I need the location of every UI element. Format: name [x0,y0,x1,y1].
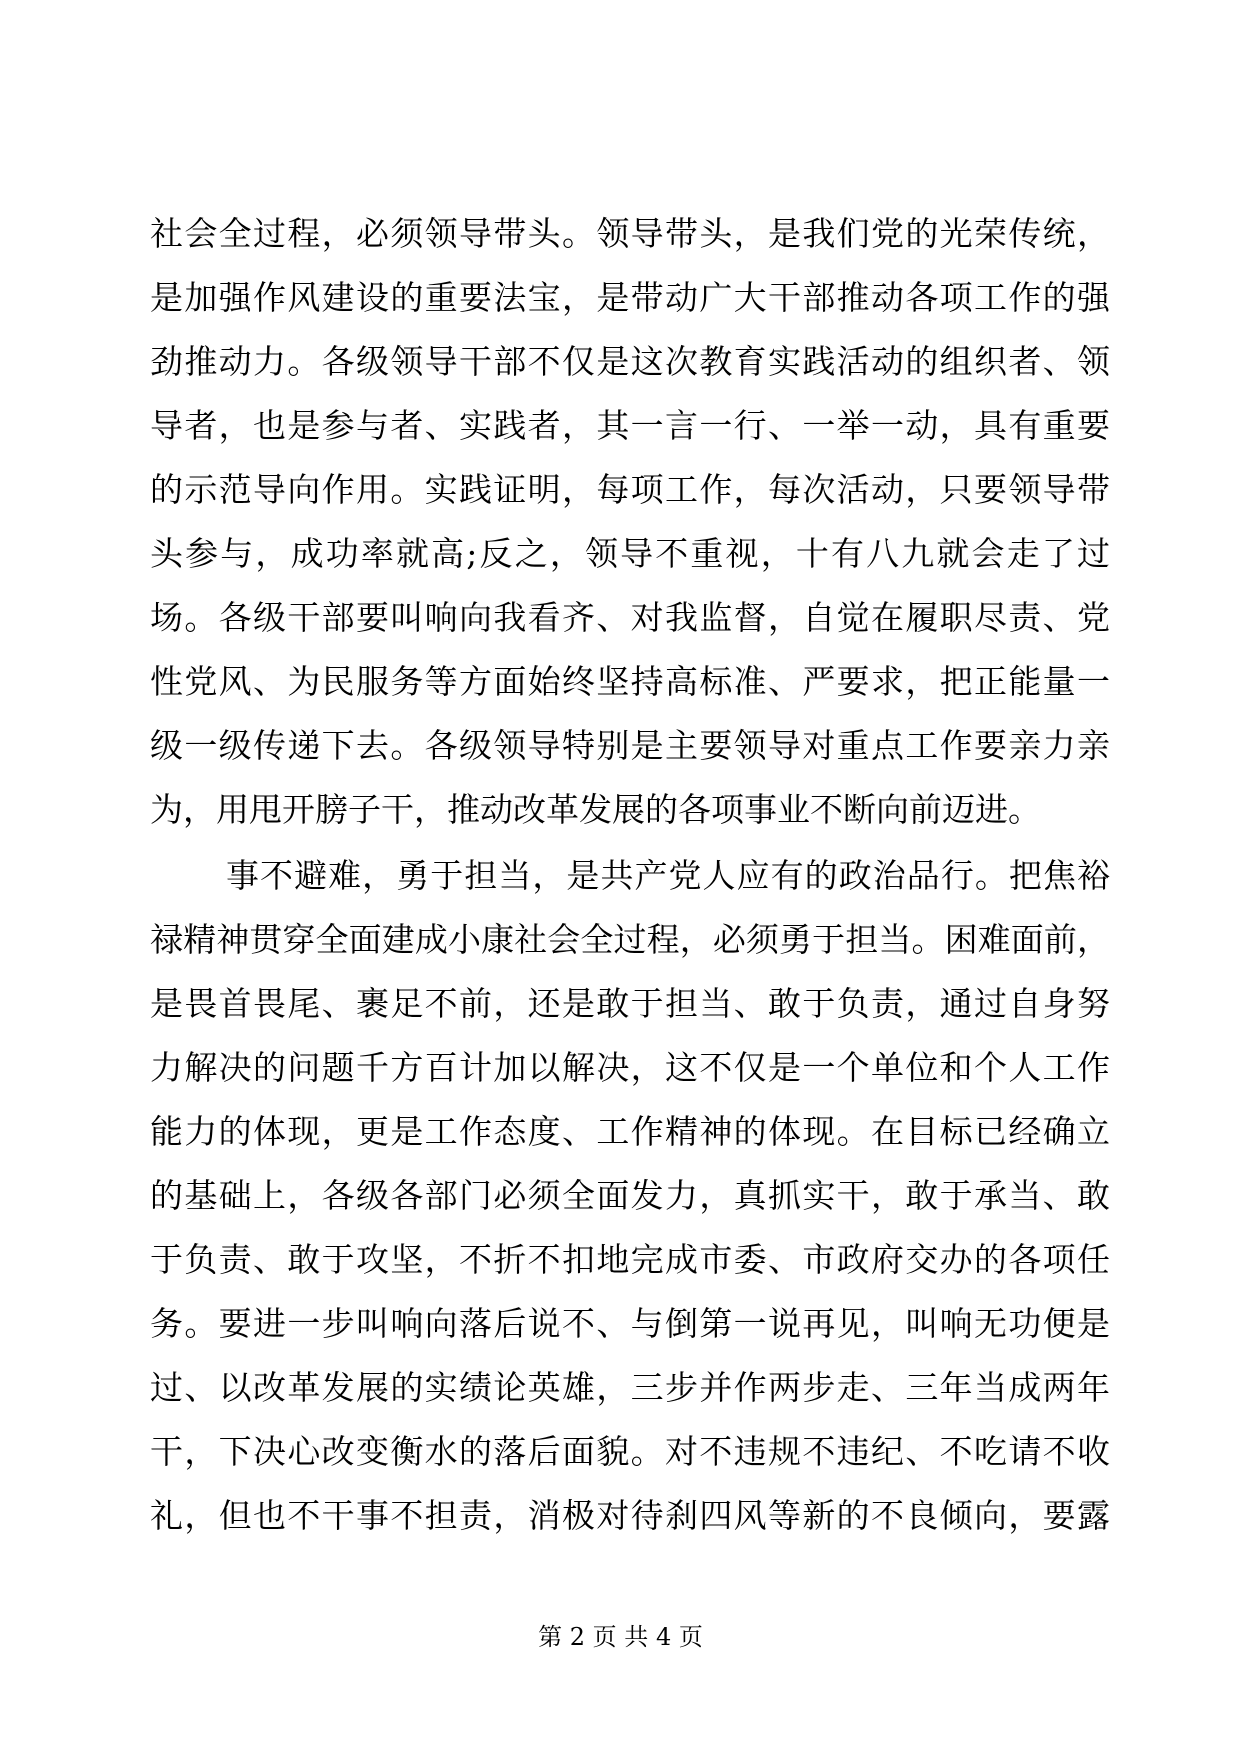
text-line: 能力的体现，更是工作态度、工作精神的体现。在目标已经确立 [150,1112,1110,1151]
text-line: 是加强作风建设的重要法宝，是带动广大干部推动各项工作的强 [150,278,1110,317]
text-line: 导者，也是参与者、实践者，其一言一行、一举一动，具有重要 [150,406,1110,445]
text-line: 于负责、敢于攻坚，不折不扣地完成市委、市政府交办的各项任 [150,1240,1110,1279]
text-line: 是畏首畏尾、裹足不前，还是敢于担当、敢于负责，通过自身努 [150,984,1110,1023]
text-line: 为，用甩开膀子干，推动改革发展的各项事业不断向前迈进。 [150,790,1041,829]
text-line: 性党风、为民服务等方面始终坚持高标准、严要求，把正能量一 [150,662,1110,701]
paragraph-1 [150,202,1110,842]
text-line: 事不避难，勇于担当，是共产党人应有的政治品行。把焦裕 [226,856,1110,895]
text-line: 的示范导向作用。实践证明，每项工作，每次活动，只要领导带 [150,470,1110,509]
text-line: 力解决的问题千方百计加以解决，这不仅是一个单位和个人工作 [150,1048,1110,1087]
text-line: 劲推动力。各级领导干部不仅是这次教育实践活动的组织者、领 [150,342,1110,381]
text-line: 的基础上，各级各部门必须全面发力，真抓实干，敢于承当、敢 [150,1176,1110,1215]
text-line: 务。要进一步叫响向落后说不、与倒第一说再见，叫响无功便是 [150,1304,1110,1343]
text-line: 禄精神贯穿全面建成小康社会全过程，必须勇于担当。困难面前， [150,920,1110,959]
text-line: 场。各级干部要叫响向我看齐、对我监督，自觉在履职尽责、党 [150,598,1110,637]
page-number-footer: 第 2 页 共 4 页 [538,1623,703,1651]
text-line: 过、以改革发展的实绩论英雄，三步并作两步走、三年当成两年 [150,1368,1110,1407]
text-line: 级一级传递下去。各级领导特别是主要领导对重点工作要亲力亲 [150,726,1110,765]
text-line: 社会全过程，必须领导带头。领导带头，是我们党的光荣传统， [150,214,1110,253]
document-body [150,202,1110,1548]
paragraph-2 [150,844,1110,1548]
text-line: 头参与，成功率就高;反之，领导不重视，十有八九就会走了过 [150,534,1110,573]
text-line: 礼，但也不干事不担责，消极对待刹四风等新的不良倾向，要露 [150,1496,1110,1535]
text-line: 干，下决心改变衡水的落后面貌。对不违规不违纪、不吃请不收 [150,1432,1110,1471]
